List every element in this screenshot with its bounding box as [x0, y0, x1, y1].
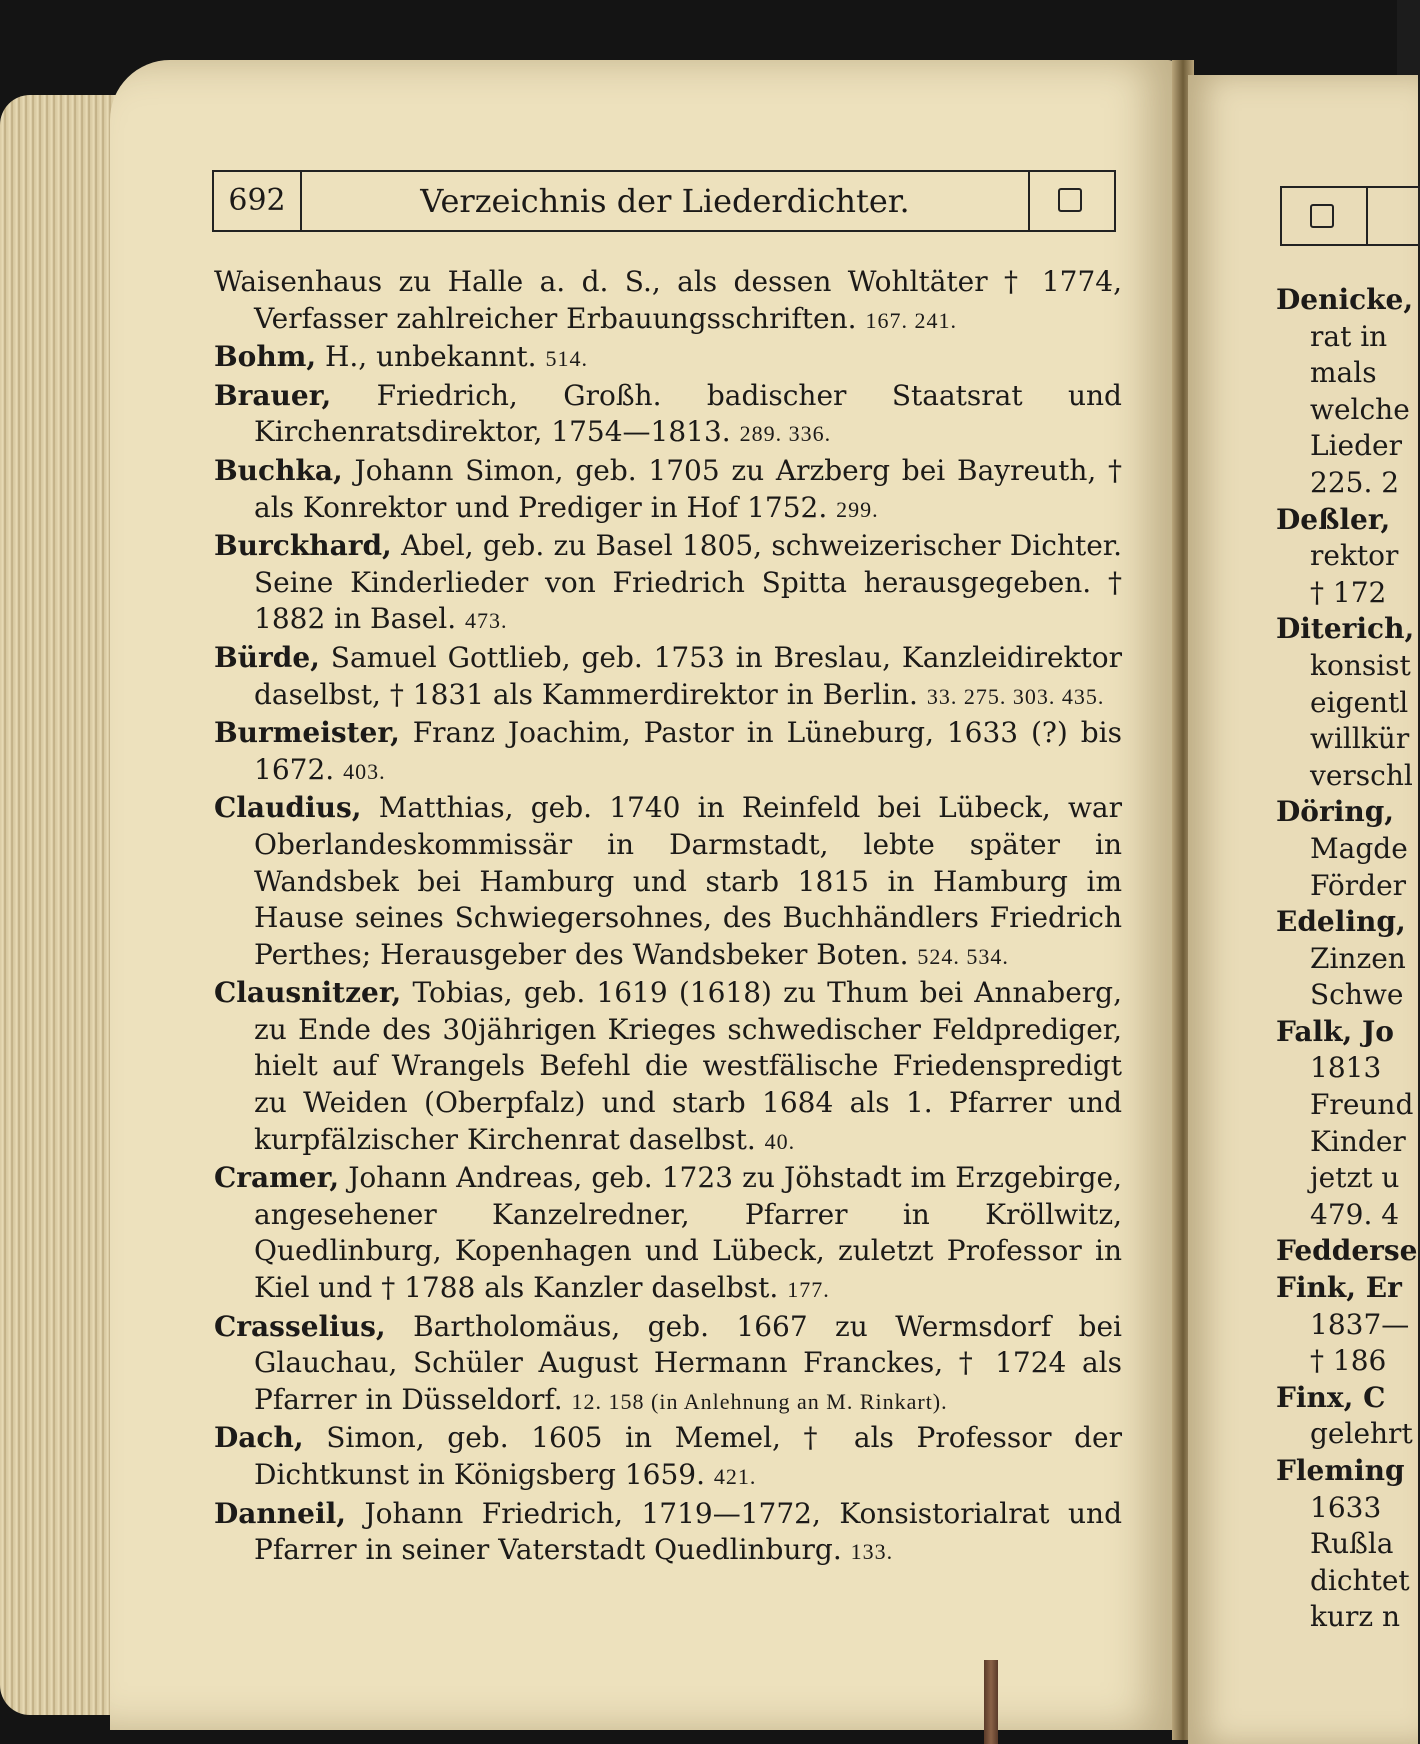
page-header [212, 170, 1116, 232]
entry [214, 264, 1122, 339]
entry [214, 715, 1122, 790]
right-page-line: Edeling, [1276, 905, 1406, 939]
entry-text: Abel, geb. zu Basel 1805, schweizerischer Dichter. Seine Kinderlieder von Friedrich Spitta herausgegeben. † 1882 in Basel. [254, 529, 1123, 636]
right-page-line: verschl [1310, 758, 1413, 792]
entry [214, 1309, 1122, 1421]
entry [214, 790, 1122, 975]
entry [214, 339, 1122, 378]
entry-list [214, 264, 1122, 1571]
right-page-line: Kinder [1310, 1124, 1406, 1158]
right-page-line: Finx, C [1276, 1380, 1386, 1414]
right-page-line: Zinzen [1310, 941, 1406, 975]
entry-text: Bartholomäus, geb. 1667 zu Wermsdorf bei Glauchau, Schüler August Hermann Franckes, † 1724 als Pfarrer in Düsseldorf. [254, 1309, 1123, 1416]
entry-text: Waisenhaus zu Halle a. d. S., als dessen Wohltäter † 1774, Verfasser zahlreicher Erbauungsschriften. [214, 265, 1122, 335]
entry-head: Bohm, [214, 340, 317, 374]
right-page-line: Deßler, [1276, 502, 1391, 536]
entry-text: Matthias, geb. 1740 in Reinfeld bei Lübeck, war Oberlandeskommissär in Darmstadt, lebte später in Wandsbek bei Hamburg und starb 1815 in Hamburg im Hause seines Schwiegersohnes, des Buchhändlers Friedrich Perthes; Herausgeber des Wandsbeker Boten. [254, 791, 1122, 971]
entry-hymn-numbers: 33. 275. 303. 435. [926, 683, 1105, 709]
entry [214, 1496, 1122, 1571]
right-page-line: Fleming [1276, 1454, 1405, 1487]
right-page-line: Falk, Jo [1276, 1014, 1394, 1048]
right-page-line: dichtet [1310, 1563, 1410, 1597]
entry-text: Tobias, geb. 1619 (1618) zu Thum bei Annaberg, zu Ende des 30jährigen Krieges schwedischer Feldprediger, hielt auf Wrangels Befehl die westfälische Friedenspredigt zu Weiden (Oberpfalz) und starb 1684 als 1. Pfarrer und kurpfälzischer Kirchenrat daselbst. [254, 976, 1122, 1156]
right-page-line: 225. 2 [1310, 465, 1400, 499]
entry-hymn-numbers: 299. [836, 496, 879, 522]
right-page-line: Freund [1310, 1088, 1414, 1122]
page-title: Verzeichnis der Liederdichter. [420, 182, 910, 220]
entry [214, 640, 1122, 715]
entry [214, 975, 1122, 1160]
right-page-line: 1633 [1310, 1490, 1382, 1524]
entry-text: Simon, geb. 1605 in Memel, † als Professor der Dichtkunst in Königsberg 1659. [254, 1421, 1122, 1491]
entry-hymn-numbers: 473. [465, 608, 508, 634]
entry-head: Burckhard, [214, 529, 392, 563]
right-page-line: Döring, [1276, 795, 1395, 829]
entry [214, 1420, 1122, 1495]
entry-head: Dach, [214, 1421, 304, 1455]
entry-hymn-numbers: 177. [787, 1277, 830, 1303]
entry-head: Burmeister, [214, 716, 400, 750]
right-page-line: 1813 [1310, 1051, 1382, 1085]
entry-head: Bürde, [214, 640, 320, 674]
right-page-line: willkür [1310, 722, 1410, 756]
right-page-line: Denicke, [1276, 283, 1414, 316]
entry-text: H., unbekannt. [324, 340, 537, 374]
right-page-line: Fedderse [1276, 1234, 1418, 1268]
entry-text: Johann Simon, geb. 1705 zu Arzberg bei Bayreuth, † als Konrektor und Prediger in Hof 1752. [254, 453, 1122, 524]
right-page-line: gelehrt [1310, 1417, 1413, 1451]
right-page-line: jetzt u [1310, 1161, 1400, 1195]
right-page-line: konsist [1310, 648, 1411, 682]
right-page-line: † 186 [1310, 1344, 1387, 1378]
right-page-line: rektor [1310, 539, 1399, 573]
right-page-line: Rußla [1310, 1527, 1394, 1561]
entry-head: Cramer, [214, 1161, 340, 1195]
right-page-line: Förder [1310, 868, 1407, 902]
entry-hymn-numbers: 403. [343, 758, 386, 784]
entry [214, 1160, 1122, 1308]
entry-hymn-numbers: 524. 534. [917, 943, 1009, 969]
entry [214, 528, 1122, 640]
right-page-line: † 172 [1310, 575, 1387, 609]
entry [214, 453, 1122, 528]
entry-text: Friedrich, Großh. badischer Staatsrat und Kirchenratsdirektor, 1754—1813. [254, 378, 1122, 449]
entry-text: Johann Andreas, geb. 1723 zu Jöhstadt im Erzgebirge, angesehener Kanzelredner, Pfarrer in Kröllwitz, Quedlinburg, Kopenhagen und Lübeck, zuletzt Professor in Kiel und † 1788 als Kanzler daselbst. [254, 1161, 1122, 1305]
square-box-icon [1058, 188, 1082, 212]
entry-text: Johann Friedrich, 1719—1772, Konsistorialrat und Pfarrer in seiner Vaterstadt Quedlinburg. [254, 1496, 1122, 1567]
right-page-line: Fink, Er [1276, 1271, 1402, 1305]
right-page-line: Schwe [1310, 978, 1404, 1012]
entry-head: Crasselius, [214, 1309, 386, 1343]
right-page-line: welche [1310, 392, 1410, 426]
entry-head: Danneil, [214, 1496, 346, 1530]
entry-head: Buchka, [214, 453, 343, 487]
right-page-line: mals [1310, 356, 1377, 390]
entry-text: Franz Joachim, Pastor in Lüneburg, 1633 (?) bis 1672. [254, 716, 1122, 786]
entry-hymn-numbers: 133. [850, 1539, 894, 1565]
entry-head: Claudius, [214, 791, 362, 825]
header-mark-cell [1028, 172, 1114, 230]
page-number: 692 [214, 172, 302, 230]
entry [214, 378, 1122, 453]
right-page-line: kurz n [1310, 1600, 1401, 1634]
entry-text: Samuel Gottlieb, geb. 1753 in Breslau, Kanzleidirektor daselbst, † 1831 als Kammerdirektor in Berlin. [254, 640, 1123, 711]
header-mark-cell [1282, 188, 1368, 244]
right-page-line: Magde [1310, 831, 1408, 865]
right-page-line: 479. 4 [1310, 1197, 1400, 1231]
entry-hymn-numbers: 40. [764, 1128, 796, 1154]
entry-hymn-numbers: 289. 336. [739, 421, 832, 447]
square-box-icon [1310, 204, 1334, 228]
entry-hymn-numbers: 514. [545, 346, 588, 372]
entry-hymn-numbers: 167. 241. [865, 307, 957, 333]
right-page-fragments [1276, 282, 1418, 1636]
bookmark-ribbon [984, 1660, 998, 1744]
entry-hymn-numbers: 12. 158 (in Anlehnung an M. Rinkart). [571, 1388, 948, 1414]
entry-hymn-numbers: 421. [713, 1464, 757, 1489]
entry-head: Clausnitzer, [214, 976, 402, 1010]
right-page-line: 1837— [1310, 1307, 1410, 1341]
right-page-line: Lieder [1310, 429, 1402, 463]
right-page-line: Diterich, [1276, 612, 1415, 646]
entry-head: Brauer, [214, 378, 332, 412]
right-page-header [1280, 186, 1420, 246]
right-page-line: rat in [1310, 319, 1388, 353]
right-page-line: eigentl [1310, 685, 1409, 719]
